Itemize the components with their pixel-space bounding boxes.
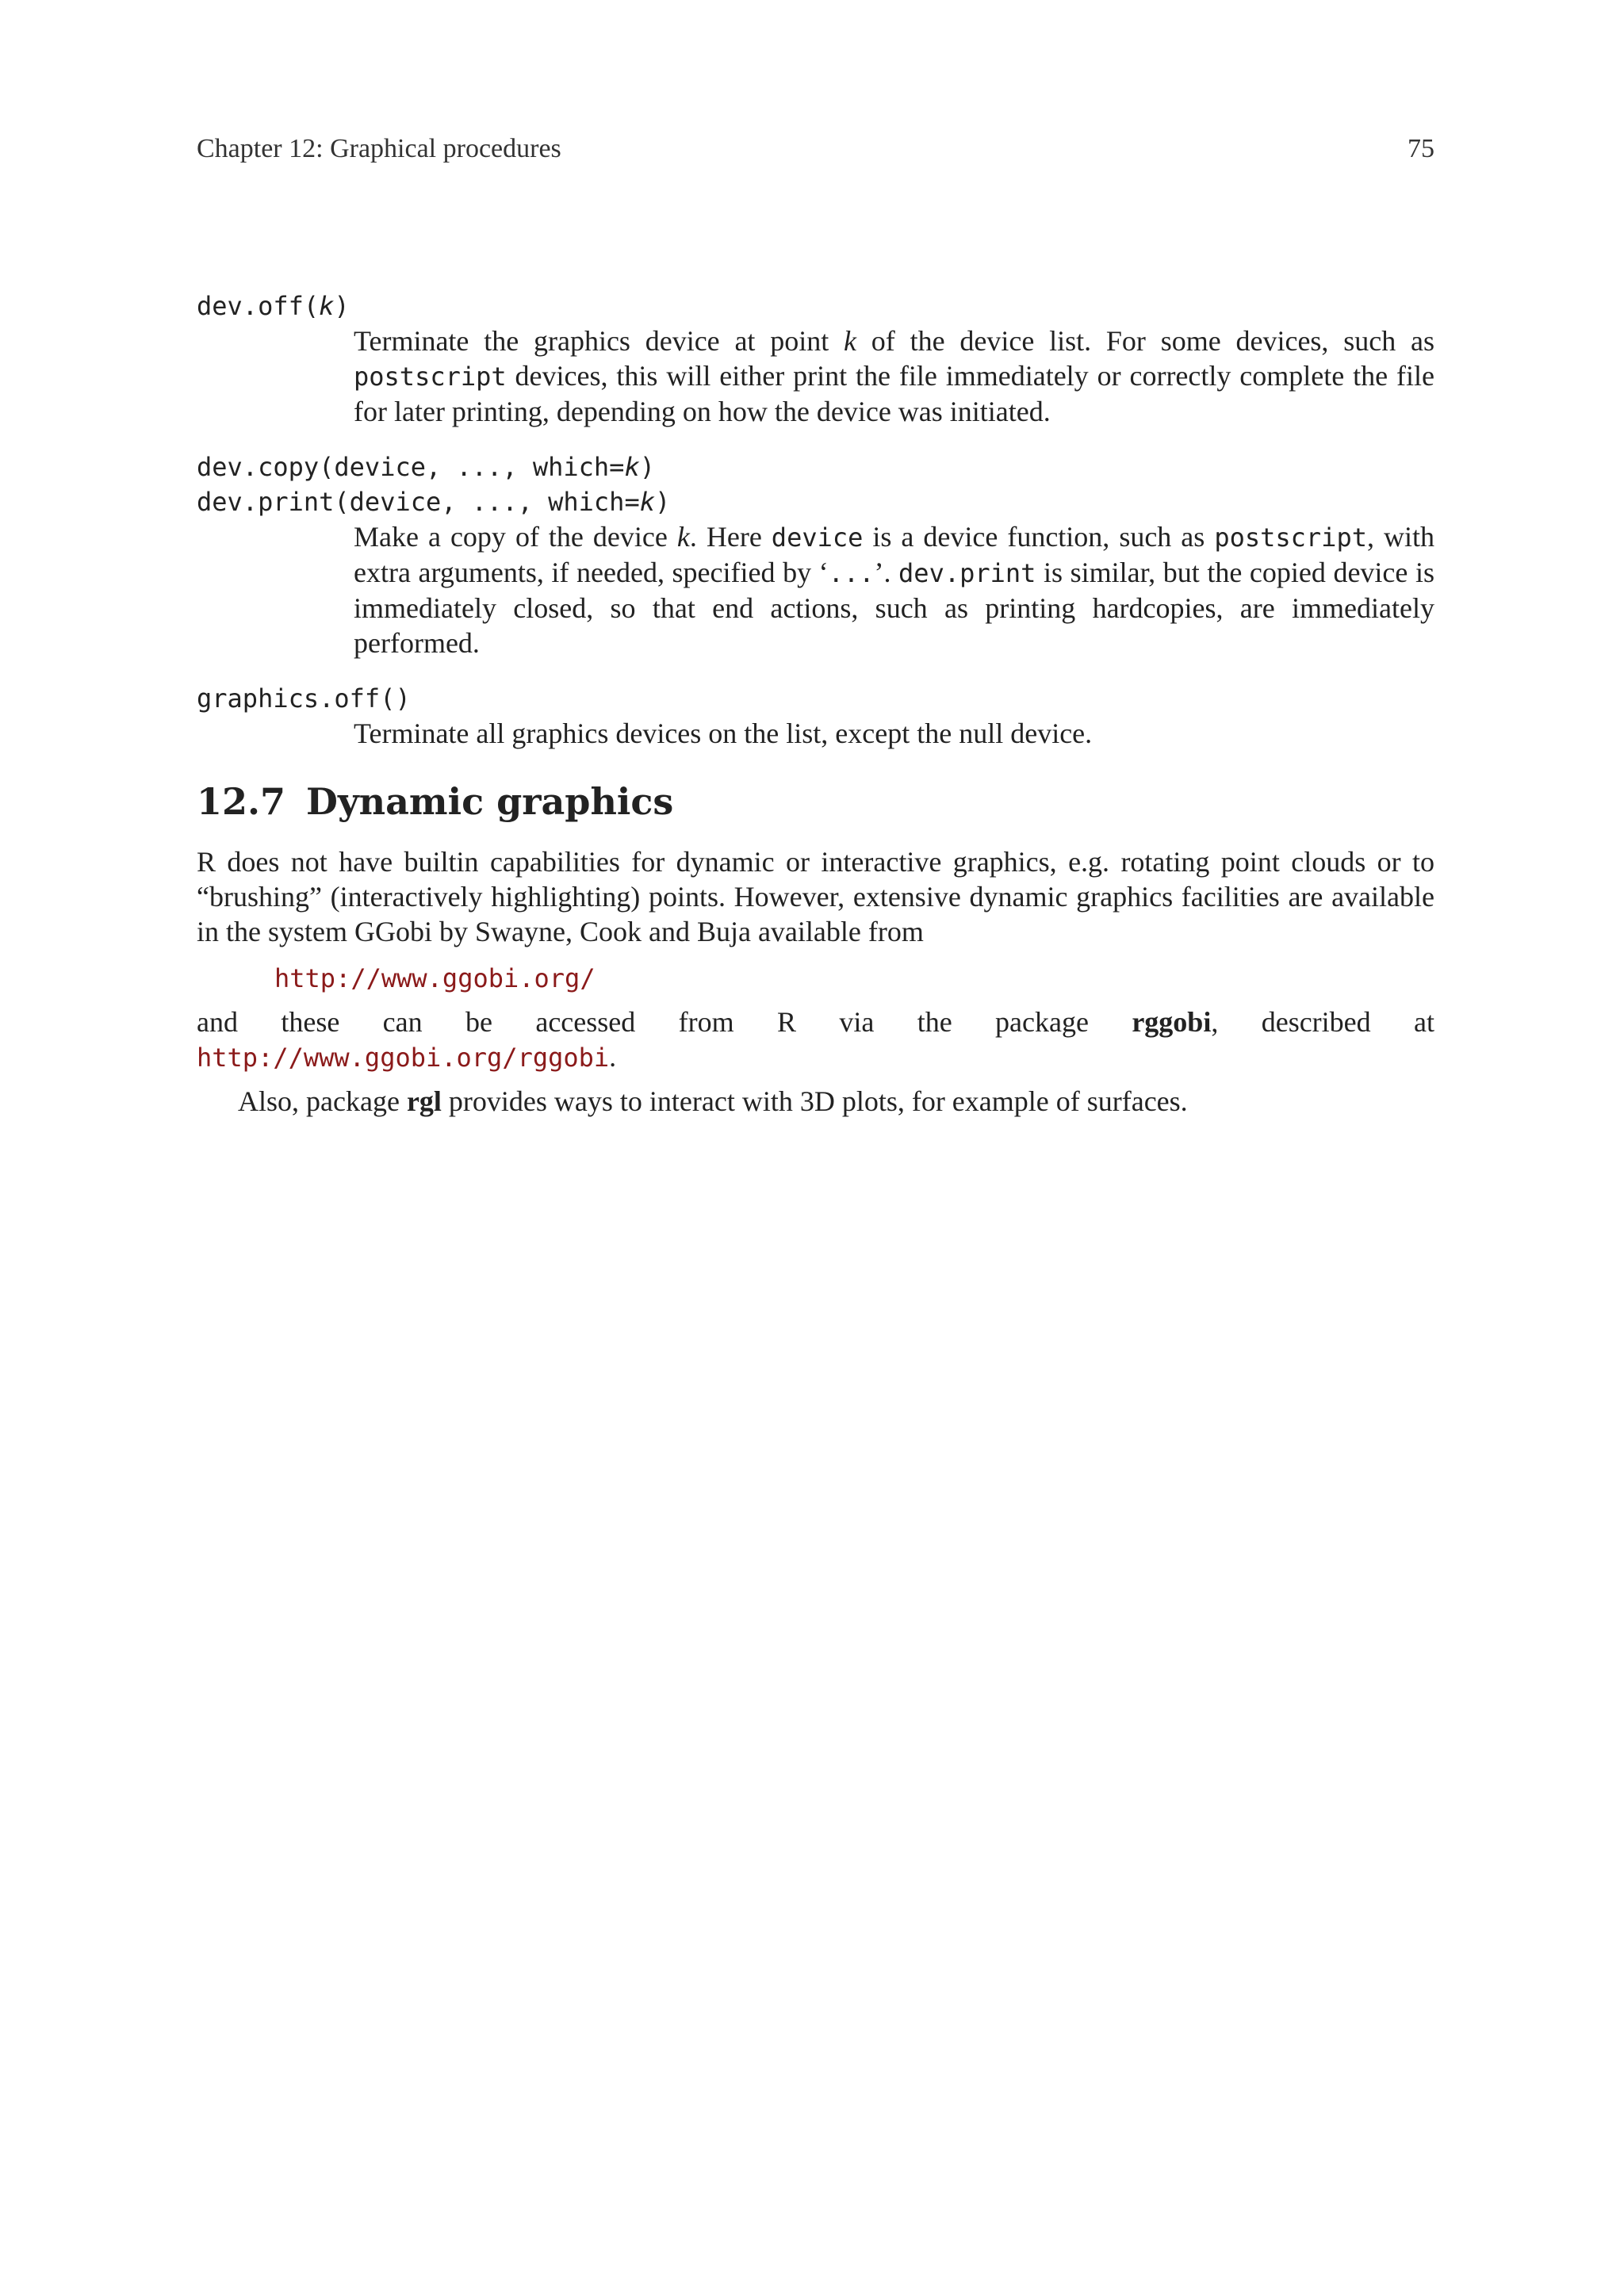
link-rggobi[interactable]: http://www.ggobi.org/rggobi (197, 1043, 610, 1073)
desc-var: k (844, 325, 857, 357)
term-text: ) (654, 487, 671, 517)
paragraph-rggobi (197, 1004, 1434, 1075)
term-arg: k (639, 487, 655, 517)
desc-code: ... (828, 558, 875, 588)
term-graphics-off: graphics.off() (197, 683, 411, 714)
chapter-title: Chapter 12: Graphical procedures (197, 134, 561, 163)
page-number: 75 (1408, 134, 1434, 163)
link-ggobi[interactable]: http://www.ggobi.org/ (274, 963, 596, 993)
entry-dev-off (197, 289, 1434, 429)
description-graphics-off: Terminate all graphics devices on the list, except the null device. (354, 718, 1093, 749)
desc-var: k (676, 521, 690, 553)
desc-code: postscript (1214, 522, 1367, 553)
paragraph-line (197, 1039, 1434, 1075)
desc-code: dev.print (898, 558, 1036, 588)
desc-code: postscript (354, 362, 507, 392)
term-arg: k (624, 452, 640, 482)
desc-code: device (771, 522, 864, 553)
desc-text: . Here (689, 521, 772, 553)
desc-text: Terminate the graphics device at point (354, 325, 845, 357)
paragraph-dynamic-graphics: R does not have builtin capabilities for dynamic or interactive graphics, e.g. rotating point clouds or to “brushing” (interactively highlighting) points. However, extensive dynamic graphics facilities are available in the system GGobi by Swayne, Cook and Buja available from (197, 846, 1434, 947)
section-heading (197, 779, 673, 824)
term-dev-print (197, 484, 1434, 519)
term-dev-off (197, 289, 1434, 323)
package-name: rgl (406, 1085, 442, 1117)
para-text: provides ways to interact with 3D plots, for example of surfaces. (441, 1085, 1188, 1117)
para-text: and these can be accessed from R via the package (197, 1006, 1132, 1038)
paragraph-line (197, 1004, 1434, 1039)
desc-text: , with extra arguments, if needed, specified by ‘ (354, 521, 1434, 588)
entry-graphics-off (197, 681, 1434, 751)
running-header (197, 132, 1434, 166)
entry-dev-copy (197, 450, 1434, 660)
description-dev-copy (354, 519, 1434, 660)
paragraph-rgl (197, 1084, 1434, 1119)
para-text: . (609, 1041, 617, 1073)
desc-text: Make a copy of the device (354, 521, 677, 553)
term-dev-copy (197, 450, 1434, 484)
package-name: rggobi (1132, 1006, 1212, 1038)
description-dev-off (354, 323, 1434, 429)
term-text: dev.copy(device, ..., which= (197, 452, 625, 482)
desc-text: of the device list. For some devices, such as (856, 325, 1434, 357)
desc-text: devices, this will either print the file immediately or correctly complete the file for later printing, depending on how the device was initiated. (354, 360, 1434, 427)
desc-text: is similar, but the copied device is immediately closed, so that end actions, such as printing hardcopies, are immediately performed. (354, 557, 1434, 659)
section-title: Dynamic graphics (306, 780, 674, 823)
term-text: ) (334, 291, 350, 321)
term-text: dev.print(device, ..., which= (197, 487, 640, 517)
desc-text: ’. (874, 557, 899, 588)
url-ggobi-line (274, 960, 596, 996)
para-text: Also, package (238, 1085, 407, 1117)
term-text: ) (639, 452, 655, 482)
desc-text: is a device function, such as (863, 521, 1215, 553)
term-arg: k (319, 291, 335, 321)
term-text: dev.off( (197, 291, 320, 321)
section-number: 12.7 (197, 780, 286, 823)
para-text: , described at (1211, 1006, 1434, 1038)
